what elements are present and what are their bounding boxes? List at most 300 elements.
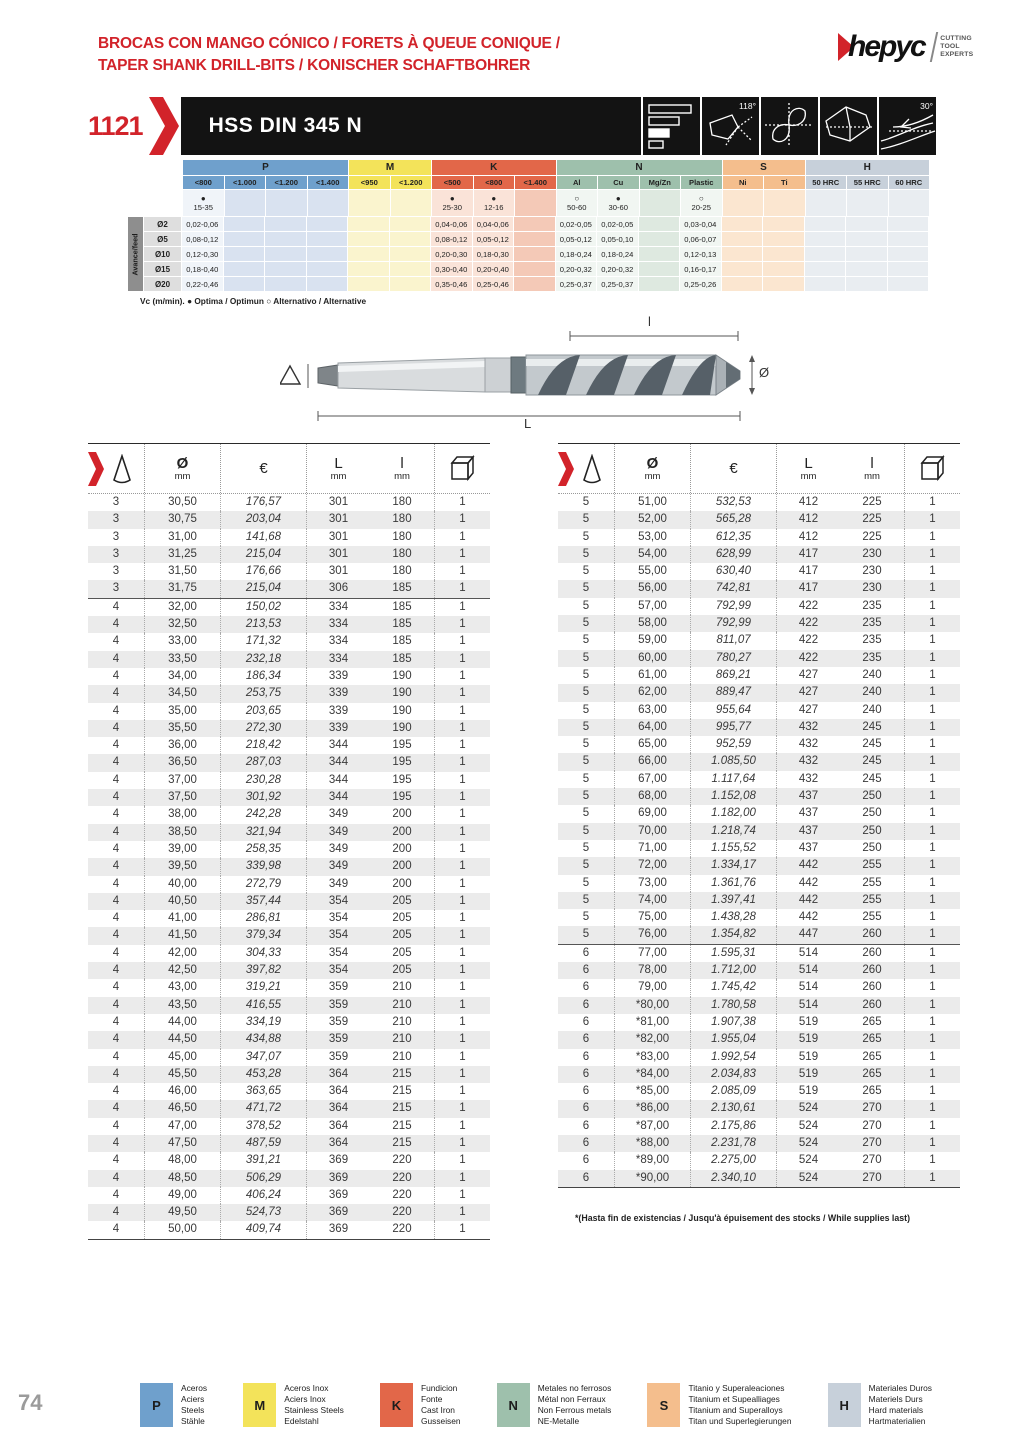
- table-row: [88, 563, 490, 580]
- length-l-cell: 235: [862, 599, 882, 612]
- length-l-cell: 245: [862, 772, 882, 785]
- diameter-cell: *90,00: [614, 1170, 690, 1187]
- length-L-cell: 359: [306, 997, 370, 1014]
- length-L-cell: 442: [776, 892, 840, 909]
- qty-cell: 1: [904, 546, 960, 563]
- length-L-cell: 339: [306, 668, 370, 685]
- price-cell: 319,21: [220, 979, 306, 996]
- price-cell: 171,32: [220, 633, 306, 650]
- taper-cell: 6: [582, 1033, 590, 1046]
- feed-cell: [307, 277, 348, 291]
- feed-cell: [888, 217, 929, 231]
- qty-cell: 1: [434, 945, 490, 962]
- table-row: [88, 1135, 490, 1152]
- diameter-row-label: Ø15: [144, 262, 181, 276]
- taper-cell: 4: [112, 791, 120, 804]
- taper-cell: 6: [582, 1154, 590, 1167]
- feed-cell: 0,18-0,24: [556, 247, 597, 261]
- qty-cell: 1: [434, 1204, 490, 1221]
- qty-cell: 1: [434, 633, 490, 650]
- taper-cell: 5: [582, 496, 590, 508]
- length-L-cell: 301: [306, 494, 370, 511]
- taper-cell: 4: [112, 946, 120, 959]
- length-l-cell: 235: [862, 651, 882, 664]
- table-row: [88, 1031, 490, 1048]
- feed-cell: 0,02-0,06: [182, 217, 223, 231]
- alternative-marker: ○: [574, 194, 580, 203]
- diameter-cell: 52,00: [614, 511, 690, 528]
- diameter-cell: 73,00: [614, 875, 690, 892]
- length-l-cell: 230: [862, 582, 882, 595]
- tagline-line: EXPERTS: [940, 51, 974, 58]
- tech-icons: [643, 97, 936, 155]
- diameter-cell: 66,00: [614, 753, 690, 770]
- table-row: [88, 1014, 490, 1031]
- length-l-cell: 180: [392, 496, 412, 508]
- diameter-cell: 65,00: [614, 736, 690, 753]
- diameter-cell: 46,00: [144, 1083, 220, 1100]
- feed-cell: 0,20-0,40: [473, 262, 514, 276]
- taper-cell: 4: [112, 652, 120, 665]
- table-row: [88, 754, 490, 771]
- feed-cell: 0,20-0,32: [597, 262, 638, 276]
- price-cell: 506,29: [220, 1170, 306, 1187]
- qty-cell: 1: [434, 910, 490, 927]
- price-cell: 176,57: [220, 494, 306, 511]
- table-row: [558, 529, 960, 546]
- length-l-cell: 270: [862, 1102, 882, 1115]
- feed-cell: [722, 262, 763, 276]
- qty-cell: 1: [904, 892, 960, 909]
- legend-swatch-P: P: [140, 1383, 173, 1427]
- qty-cell: 1: [434, 511, 490, 528]
- length-L-cell: 301: [306, 529, 370, 546]
- diameter-cell: 62,00: [614, 684, 690, 701]
- vc-cell: [349, 190, 390, 216]
- length-l-cell: 185: [392, 635, 412, 648]
- price-cell: 1.595,31: [690, 945, 776, 962]
- point-angle-icon: [702, 97, 759, 155]
- table-row: [558, 979, 960, 996]
- price-cell: 1.907,38: [690, 1014, 776, 1031]
- feed-cell: 0,25-0,26: [680, 277, 721, 291]
- table-row: [88, 876, 490, 893]
- feed-cell: 0,08-0,12: [431, 232, 472, 246]
- price-cell: 2.340,10: [690, 1170, 776, 1187]
- qty-cell: 1: [904, 753, 960, 770]
- flute-cross-section-icon: [761, 97, 818, 155]
- diameter-cell: 54,00: [614, 546, 690, 563]
- qty-cell: 1: [904, 840, 960, 857]
- feed-cell: [390, 232, 431, 246]
- price-cell: 889,47: [690, 684, 776, 701]
- feed-cell: [224, 232, 265, 246]
- qty-cell: 1: [904, 979, 960, 996]
- diameter-cell: 48,00: [144, 1152, 220, 1169]
- page-title-line2: TAPER SHANK DRILL-BITS / KONISCHER SCHAFTBOHRER: [98, 57, 531, 74]
- price-cell: 532,53: [690, 494, 776, 511]
- diameter-cell: 43,50: [144, 997, 220, 1014]
- taper-cell: 4: [112, 1154, 120, 1167]
- length-l-cell: 265: [862, 1085, 882, 1098]
- length-L-column-header: L mm: [306, 444, 370, 493]
- material-subcol: 60 HRC: [889, 176, 930, 189]
- table-row: [558, 667, 960, 684]
- taper-cell: 4: [112, 1085, 120, 1098]
- length-L-cell: 354: [306, 927, 370, 944]
- length-l-cell: 190: [392, 687, 412, 700]
- length-l-cell: 250: [862, 824, 882, 837]
- diameter-cell: 71,00: [614, 840, 690, 857]
- optimal-marker: ●: [449, 194, 455, 203]
- legend-item-M: [243, 1383, 344, 1427]
- feed-cell: 0,30-0,40: [431, 262, 472, 276]
- length-L-cell: 344: [306, 737, 370, 754]
- taper-cell: 5: [582, 668, 590, 681]
- length-l-cell: 190: [392, 704, 412, 717]
- price-column-header: €: [220, 444, 306, 493]
- length-L-cell: 359: [306, 1049, 370, 1066]
- length-L-cell: 524: [776, 1135, 840, 1152]
- material-subcol: <800: [474, 176, 515, 189]
- diameter-cell: 40,50: [144, 893, 220, 910]
- length-l-cell: 255: [862, 859, 882, 872]
- length-L-cell: 417: [776, 546, 840, 563]
- qty-cell: 1: [434, 546, 490, 563]
- taper-cell: 6: [582, 1136, 590, 1149]
- vc-value: 20-25: [691, 203, 711, 212]
- feed-cell: [763, 247, 804, 261]
- table-row: [88, 789, 490, 806]
- price-cell: 357,44: [220, 893, 306, 910]
- price-cell: 1.182,00: [690, 805, 776, 822]
- table-row: [558, 926, 960, 943]
- length-l-cell: 245: [862, 738, 882, 751]
- diameter-cell: 42,50: [144, 962, 220, 979]
- price-cell: 215,04: [220, 580, 306, 597]
- length-L-cell: 339: [306, 703, 370, 720]
- length-L-cell: 432: [776, 736, 840, 753]
- vc-cell: [640, 190, 681, 216]
- diameter-cell: 44,50: [144, 1031, 220, 1048]
- feed-cell: [805, 277, 846, 291]
- taper-cell: 4: [112, 894, 120, 907]
- qty-cell: 1: [904, 511, 960, 528]
- taper-cone-icon: [112, 454, 132, 484]
- price-cell: 780,27: [690, 650, 776, 667]
- table-row: [558, 1135, 960, 1152]
- table-row: [558, 563, 960, 580]
- feed-cell: 0,03-0,04: [680, 217, 721, 231]
- table-row: [88, 1152, 490, 1169]
- qty-cell: 1: [904, 615, 960, 632]
- diameter-cell: *83,00: [614, 1049, 690, 1066]
- length-L-cell: 519: [776, 1066, 840, 1083]
- table-row: [558, 546, 960, 563]
- length-l-cell: 270: [862, 1154, 882, 1167]
- legend-text: Aceros Aciers Steels Stähle: [181, 1383, 208, 1426]
- price-cell: 1.745,42: [690, 979, 776, 996]
- qty-cell: 1: [904, 1083, 960, 1100]
- table-row: [558, 805, 960, 822]
- diameter-cell: 64,00: [614, 719, 690, 736]
- length-l-cell: 200: [392, 860, 412, 873]
- length-l-cell: 200: [392, 842, 412, 855]
- length-L-cell: 349: [306, 858, 370, 875]
- length-l-cell: 260: [862, 981, 882, 994]
- diameter-cell: 72,00: [614, 857, 690, 874]
- table-row: [558, 1049, 960, 1066]
- feed-cell: [265, 262, 306, 276]
- diameter-label: Ø: [759, 365, 770, 380]
- product-chevron-icon: [147, 97, 181, 155]
- price-cell: 1.780,58: [690, 997, 776, 1014]
- length-L-cell: 359: [306, 1014, 370, 1031]
- length-l-cell: 225: [862, 530, 882, 543]
- material-group-S: S: [723, 160, 805, 175]
- taper-cell: 4: [112, 773, 120, 786]
- length-L-cell: 427: [776, 684, 840, 701]
- taper-cell: 4: [112, 1188, 120, 1201]
- table-row: [88, 858, 490, 875]
- length-l-cell: 190: [392, 721, 412, 734]
- table-row: [88, 633, 490, 650]
- length-L-cell: 344: [306, 789, 370, 806]
- qty-cell: 1: [904, 580, 960, 597]
- length-L-cell: 364: [306, 1100, 370, 1117]
- table-row: [88, 824, 490, 841]
- qty-cell: 1: [904, 1031, 960, 1048]
- table-row: [88, 1049, 490, 1066]
- table-row: [558, 684, 960, 701]
- price-cell: 1.334,17: [690, 857, 776, 874]
- length-l-cell: 185: [392, 600, 412, 613]
- price-cell: 213,53: [220, 616, 306, 633]
- length-l-cell: 250: [862, 790, 882, 803]
- table-row: [88, 841, 490, 858]
- length-L-cell: 427: [776, 667, 840, 684]
- taper-cell: 5: [582, 807, 590, 820]
- length-l-cell: 205: [392, 964, 412, 977]
- price-cell: 363,65: [220, 1083, 306, 1100]
- stock-footnote: *(Hasta fin de existencias / Jusqu'à épuisement des stocks / While supplies last): [575, 1213, 911, 1223]
- feed-cell: [846, 247, 887, 261]
- table-row: [558, 702, 960, 719]
- diameter-row-label: Ø10: [144, 247, 181, 261]
- qty-cell: 1: [904, 684, 960, 701]
- feed-cell: 0,20-0,30: [431, 247, 472, 261]
- price-cell: 304,33: [220, 945, 306, 962]
- vc-cell: [598, 190, 639, 216]
- price-cell: 416,55: [220, 997, 306, 1014]
- length-l-cell: 210: [392, 1015, 412, 1028]
- price-cell: 1.155,52: [690, 840, 776, 857]
- diameter-cell: 67,00: [614, 771, 690, 788]
- qty-cell: 1: [904, 494, 960, 511]
- table-row: [88, 616, 490, 633]
- feed-cell: 0,12-0,30: [182, 247, 223, 261]
- feed-cell: [265, 277, 306, 291]
- price-cell: 253,75: [220, 685, 306, 702]
- feed-cell: [390, 277, 431, 291]
- taper-cone-icon: [582, 454, 602, 484]
- feed-cell: [224, 217, 265, 231]
- taper-cell: 6: [582, 998, 590, 1011]
- price-cell: 2.175,86: [690, 1118, 776, 1135]
- material-legend: [140, 1383, 932, 1427]
- table-row: [558, 719, 960, 736]
- price-cell: 1.397,41: [690, 892, 776, 909]
- feed-cell: 0,25-0,37: [556, 277, 597, 291]
- price-cell: 258,35: [220, 841, 306, 858]
- length-l-cell: 245: [862, 755, 882, 768]
- length-l-cell: 190: [392, 669, 412, 682]
- legend-swatch-K: K: [380, 1383, 413, 1427]
- length-L-cell: 334: [306, 633, 370, 650]
- length-L-cell: 519: [776, 1049, 840, 1066]
- diameter-column-header: Ø mm: [144, 444, 220, 493]
- size-table-body: [558, 494, 960, 1188]
- length-L-cell: 334: [306, 599, 370, 616]
- diameter-cell: 47,00: [144, 1118, 220, 1135]
- point-angle-label: 118°: [739, 101, 756, 111]
- table-row: [88, 772, 490, 789]
- taper-cell: 4: [112, 842, 120, 855]
- feed-cell: 0,18-0,30: [473, 247, 514, 261]
- feed-cell: [390, 247, 431, 261]
- length-L-cell: 437: [776, 823, 840, 840]
- length-L-cell: 354: [306, 945, 370, 962]
- legend-item-S: [647, 1383, 791, 1427]
- packaging-box-icon: [918, 455, 948, 483]
- length-l-cell: 215: [392, 1119, 412, 1132]
- qty-cell: 1: [904, 857, 960, 874]
- qty-cell: 1: [434, 754, 490, 771]
- taper-cell: 5: [582, 841, 590, 854]
- table-row: [558, 494, 960, 511]
- table-row: [88, 1066, 490, 1083]
- qty-cell: 1: [904, 788, 960, 805]
- length-L-cell: 514: [776, 997, 840, 1014]
- diameter-cell: 41,50: [144, 927, 220, 944]
- diameter-cell: 36,00: [144, 737, 220, 754]
- taper-cell: 4: [112, 721, 120, 734]
- table-row: [88, 668, 490, 685]
- taper-cell: 5: [582, 513, 590, 526]
- diameter-cell: 63,00: [614, 702, 690, 719]
- vc-value: 12-16: [484, 203, 504, 212]
- length-l-cell: 180: [392, 565, 412, 578]
- price-cell: 347,07: [220, 1049, 306, 1066]
- qty-cell: 1: [904, 771, 960, 788]
- length-L-cell: 301: [306, 511, 370, 528]
- feed-cell: [224, 277, 265, 291]
- taper-cell: 4: [112, 929, 120, 942]
- product-code: 1121: [88, 111, 143, 141]
- price-cell: 232,18: [220, 651, 306, 668]
- feed-cell: 0,35-0,46: [431, 277, 472, 291]
- table-row: [88, 997, 490, 1014]
- qty-cell: 1: [434, 1135, 490, 1152]
- taper-cell: 5: [582, 893, 590, 906]
- taper-cell: 4: [112, 1136, 120, 1149]
- qty-cell: 1: [434, 1031, 490, 1048]
- length-l-cell: 215: [392, 1102, 412, 1115]
- qty-cell: 1: [904, 805, 960, 822]
- taper-cell: 4: [112, 1206, 120, 1219]
- length-L-cell: 306: [306, 580, 370, 597]
- material-subcol: <800: [183, 176, 224, 189]
- material-group-N: N: [557, 160, 722, 175]
- length-L-cell: 349: [306, 824, 370, 841]
- taper-cell: 5: [582, 582, 590, 595]
- taper-cell: 5: [582, 911, 590, 924]
- qty-cell: 1: [434, 927, 490, 944]
- price-cell: 612,35: [690, 529, 776, 546]
- vc-legend: Vc (m/min). ● Optima / Optimun ○ Alternativo / Alternative: [140, 296, 367, 306]
- length-L-cell: 364: [306, 1118, 370, 1135]
- price-cell: 150,02: [220, 599, 306, 616]
- feed-cell: [390, 217, 431, 231]
- length-l-column-header: l mm: [394, 454, 410, 482]
- taper-cell: 6: [582, 1085, 590, 1098]
- feed-cell: [722, 217, 763, 231]
- feed-cell: 0,02-0,05: [597, 217, 638, 231]
- material-group-K: K: [432, 160, 556, 175]
- feed-cell: [763, 262, 804, 276]
- table-row: [558, 823, 960, 840]
- length-L-cell: 334: [306, 616, 370, 633]
- qty-cell: 1: [434, 806, 490, 823]
- taper-cell: 3: [112, 547, 120, 560]
- table-row: [558, 650, 960, 667]
- product-header-bar: [88, 97, 936, 155]
- table-row: [558, 615, 960, 632]
- vc-cell: [557, 190, 598, 216]
- table-row: [88, 806, 490, 823]
- qty-cell: 1: [434, 668, 490, 685]
- taper-cell: 4: [112, 998, 120, 1011]
- taper-cell: 5: [582, 772, 590, 785]
- length-l-cell: 205: [392, 894, 412, 907]
- price-cell: 272,79: [220, 876, 306, 893]
- feed-cell: [514, 217, 555, 231]
- length-L-cell: 364: [306, 1083, 370, 1100]
- diameter-cell: *81,00: [614, 1014, 690, 1031]
- diameter-cell: 37,00: [144, 772, 220, 789]
- table-row: [88, 703, 490, 720]
- length-L-cell: 412: [776, 511, 840, 528]
- diameter-cell: 32,50: [144, 616, 220, 633]
- qty-cell: 1: [434, 824, 490, 841]
- price-cell: 1.992,54: [690, 1049, 776, 1066]
- table-row: [558, 1100, 960, 1117]
- feed-cell: 0,05-0,10: [597, 232, 638, 246]
- diameter-cell: 51,00: [614, 494, 690, 511]
- taper-cell: 5: [582, 859, 590, 872]
- taper-cell: 3: [112, 565, 120, 578]
- length-L-cell: 427: [776, 702, 840, 719]
- diameter-cell: 43,00: [144, 979, 220, 996]
- taper-cell: 3: [112, 530, 120, 543]
- diameter-cell: 49,50: [144, 1204, 220, 1221]
- qty-cell: 1: [434, 703, 490, 720]
- section-chevron-icon: [88, 452, 104, 486]
- qty-cell: 1: [434, 772, 490, 789]
- feed-cell: [888, 262, 929, 276]
- diameter-cell: 40,00: [144, 876, 220, 893]
- qty-cell: 1: [904, 736, 960, 753]
